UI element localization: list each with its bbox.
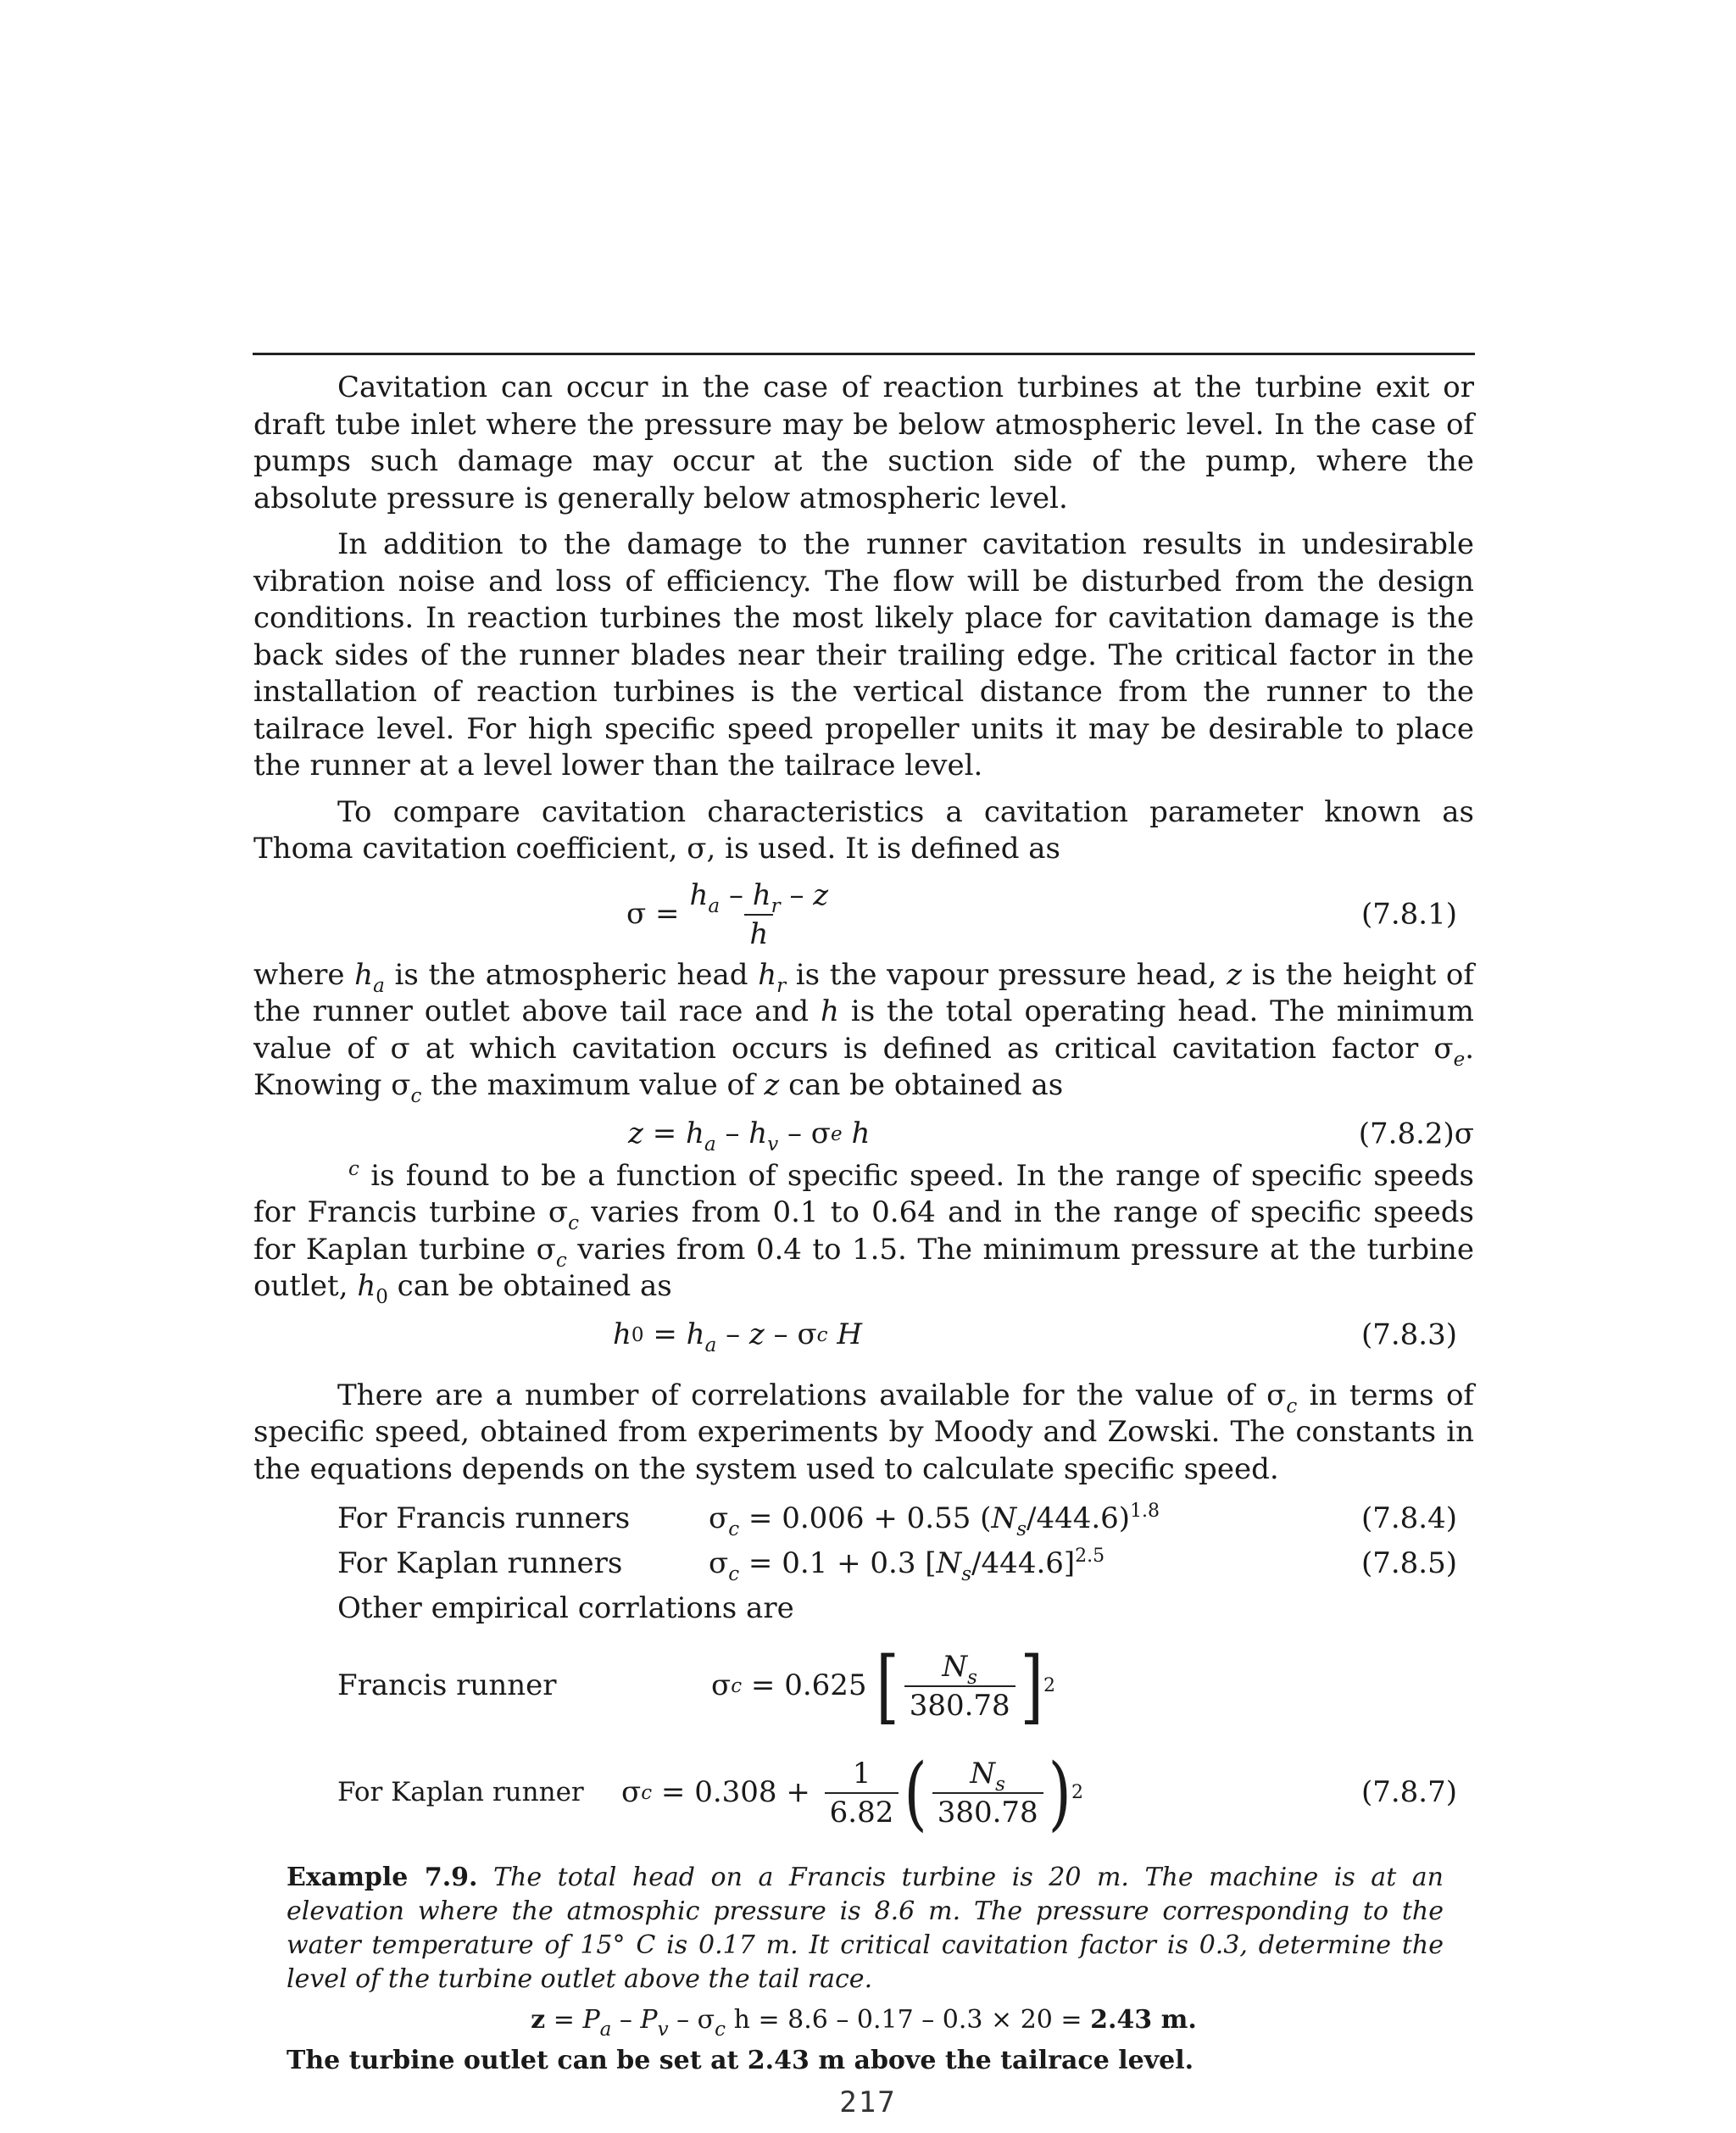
text-body xyxy=(253,370,1474,2080)
example-solution: $z = P_a - P_v - \sigma_c$ h = 8.6 – 0.17 – 0.3 × 20 = 2.43 m. xyxy=(531,2005,1197,2041)
equation-7-8-1-expr: σ = $\frac{h_a - h_r - z}{h}$ xyxy=(626,877,838,952)
paragraph-specific-speed-range: $_c$ is found to be a function of specific speed. In the range of specific speeds for Francis turbine $\sigma_c$ varies from 0.1 to 0.64 and in the range of specific speeds for Kaplan turbine $\sigma_c$ varies from 0.4 to 1.5. The minimum pressure at the turbine outlet, $h_0$ can be obtained as xyxy=(253,1157,1474,1308)
header-rule xyxy=(253,353,1475,355)
correlation-label: For Francis runners xyxy=(337,1501,631,1535)
correlation-kaplan xyxy=(253,1542,1474,1587)
equation-7-8-1 xyxy=(253,877,1474,952)
fraction: $\frac{1}{6.82}$ xyxy=(825,1757,899,1829)
correlation-kaplan-runner xyxy=(253,1742,1474,1844)
equation-number: (7.8.4) xyxy=(1360,1501,1457,1535)
equation-7-8-2-expr: z = $h_a$ – $h_v$ – σ e h xyxy=(628,1116,871,1156)
equation-number: (7.8.5) xyxy=(1360,1546,1457,1580)
fraction: $\frac{N_s}{380.78}$ xyxy=(904,1650,1015,1723)
example-text: The total head on a Francis turbine is 20 m. The machine is at an elevation where the atmosphic pressure is 8.6 m. The pressure corresponding to the water temperature of 15° C is 0.17 m. It critical cavitation factor is 0.3, determine the level of the turbine outlet above the tail race. xyxy=(287,1863,1444,1994)
equation-number: (7.8.1) xyxy=(1360,896,1457,931)
equation-number: (7.8.7) xyxy=(1360,1775,1457,1809)
paragraph-where-definitions: where $h_a$ is the atmospheric head $h_r$ is the vapour pressure head, z is the height of the runner outlet above tail race and h is the total operating head. The minimum value of σ at which cavitation occurs is defined as critical cavitation factor $\sigma_e$. Knowing $\sigma_c$ the maximum value of z can be obtained as xyxy=(253,957,1475,1107)
other-correlations-label: Other empirical corrlations are xyxy=(337,1591,794,1625)
correlation-expr: σ c = 0.625 [ $\frac{N_s}{380.78}$ ] 2 xyxy=(711,1639,1055,1734)
fraction: $\frac{h_a - h_r - z}{h}$ xyxy=(689,877,829,951)
correlation-expr: σ c = 0.308 + $\frac{1}{6.82}$ ( $\frac{N_s}{380.78}$ ) 2 xyxy=(621,1746,1083,1841)
correlation-label: For Kaplan runners xyxy=(337,1546,623,1580)
example-conclusion: The turbine outlet can be set at 2.43 m above the tailrace level. xyxy=(287,2046,1194,2075)
paragraph-correlations: There are a number of correlations available for the value of $\sigma_c$ in terms of specific speed, obtained from experiments by Moody and Zowski. The constants in the equations depends on the system used to calculate specific speed. xyxy=(253,1378,1474,1486)
other-correlations-line xyxy=(253,1587,1474,1632)
equation-7-8-3-expr: h 0 = $h_a$ – z – σ c H xyxy=(613,1317,863,1356)
correlation-expr: $\sigma_c = 0.006 + 0.55$ $(N_s/444.6)^{1.8}$ xyxy=(709,1501,1160,1540)
paragraph-cavitation-damage: In addition to the damage to the runner cavitation results in undesirable vibration noise and loss of efficiency. The flow will be disturbed from the design conditions. In reaction turbines the most likely place for cavitation damage is the back sides of the runner blades near their trailing edge. The critical factor in the installation of reaction turbines is the vertical distance from the runner to the tailrace level. For high specific speed propeller units it may be desirable to place the runner at a level lower than the tailrace level. xyxy=(253,527,1474,782)
correlation-label: Francis runner xyxy=(337,1668,557,1702)
fraction: $\frac{N_s}{380.78}$ xyxy=(932,1757,1043,1829)
correlation-francis xyxy=(253,1497,1474,1542)
correlation-francis-runner xyxy=(253,1635,1474,1737)
paragraph-thoma-coefficient: To compare cavitation characteristics a cavitation parameter known as Thoma cavitation coefficient, σ, is used. It is defined as xyxy=(253,794,1474,866)
equation-number: (7.8.3) xyxy=(1360,1317,1457,1351)
equation-7-8-2 xyxy=(253,1114,1474,1155)
page-number: 217 xyxy=(839,2086,897,2119)
correlation-expr: $\sigma_c = 0.1 + 0.3$ $[N_s/444.6]^{2.5}$ xyxy=(709,1545,1105,1585)
example-7-9 xyxy=(253,1861,1474,1997)
paragraph-cavitation-intro: Cavitation can occur in the case of reaction turbines at the turbine exit or draft tube inlet where the pressure may be below atmospheric level. In the case of pumps such damage may occur at the suction side of the pump, where the absolute pressure is generally below atmospheric level. xyxy=(253,370,1474,515)
correlation-label: For Kaplan runner xyxy=(337,1777,584,1807)
equation-number: (7.8.2)σ xyxy=(1358,1116,1474,1150)
example-heading: Example 7.9. xyxy=(287,1863,478,1892)
equation-7-8-3 xyxy=(253,1315,1474,1356)
